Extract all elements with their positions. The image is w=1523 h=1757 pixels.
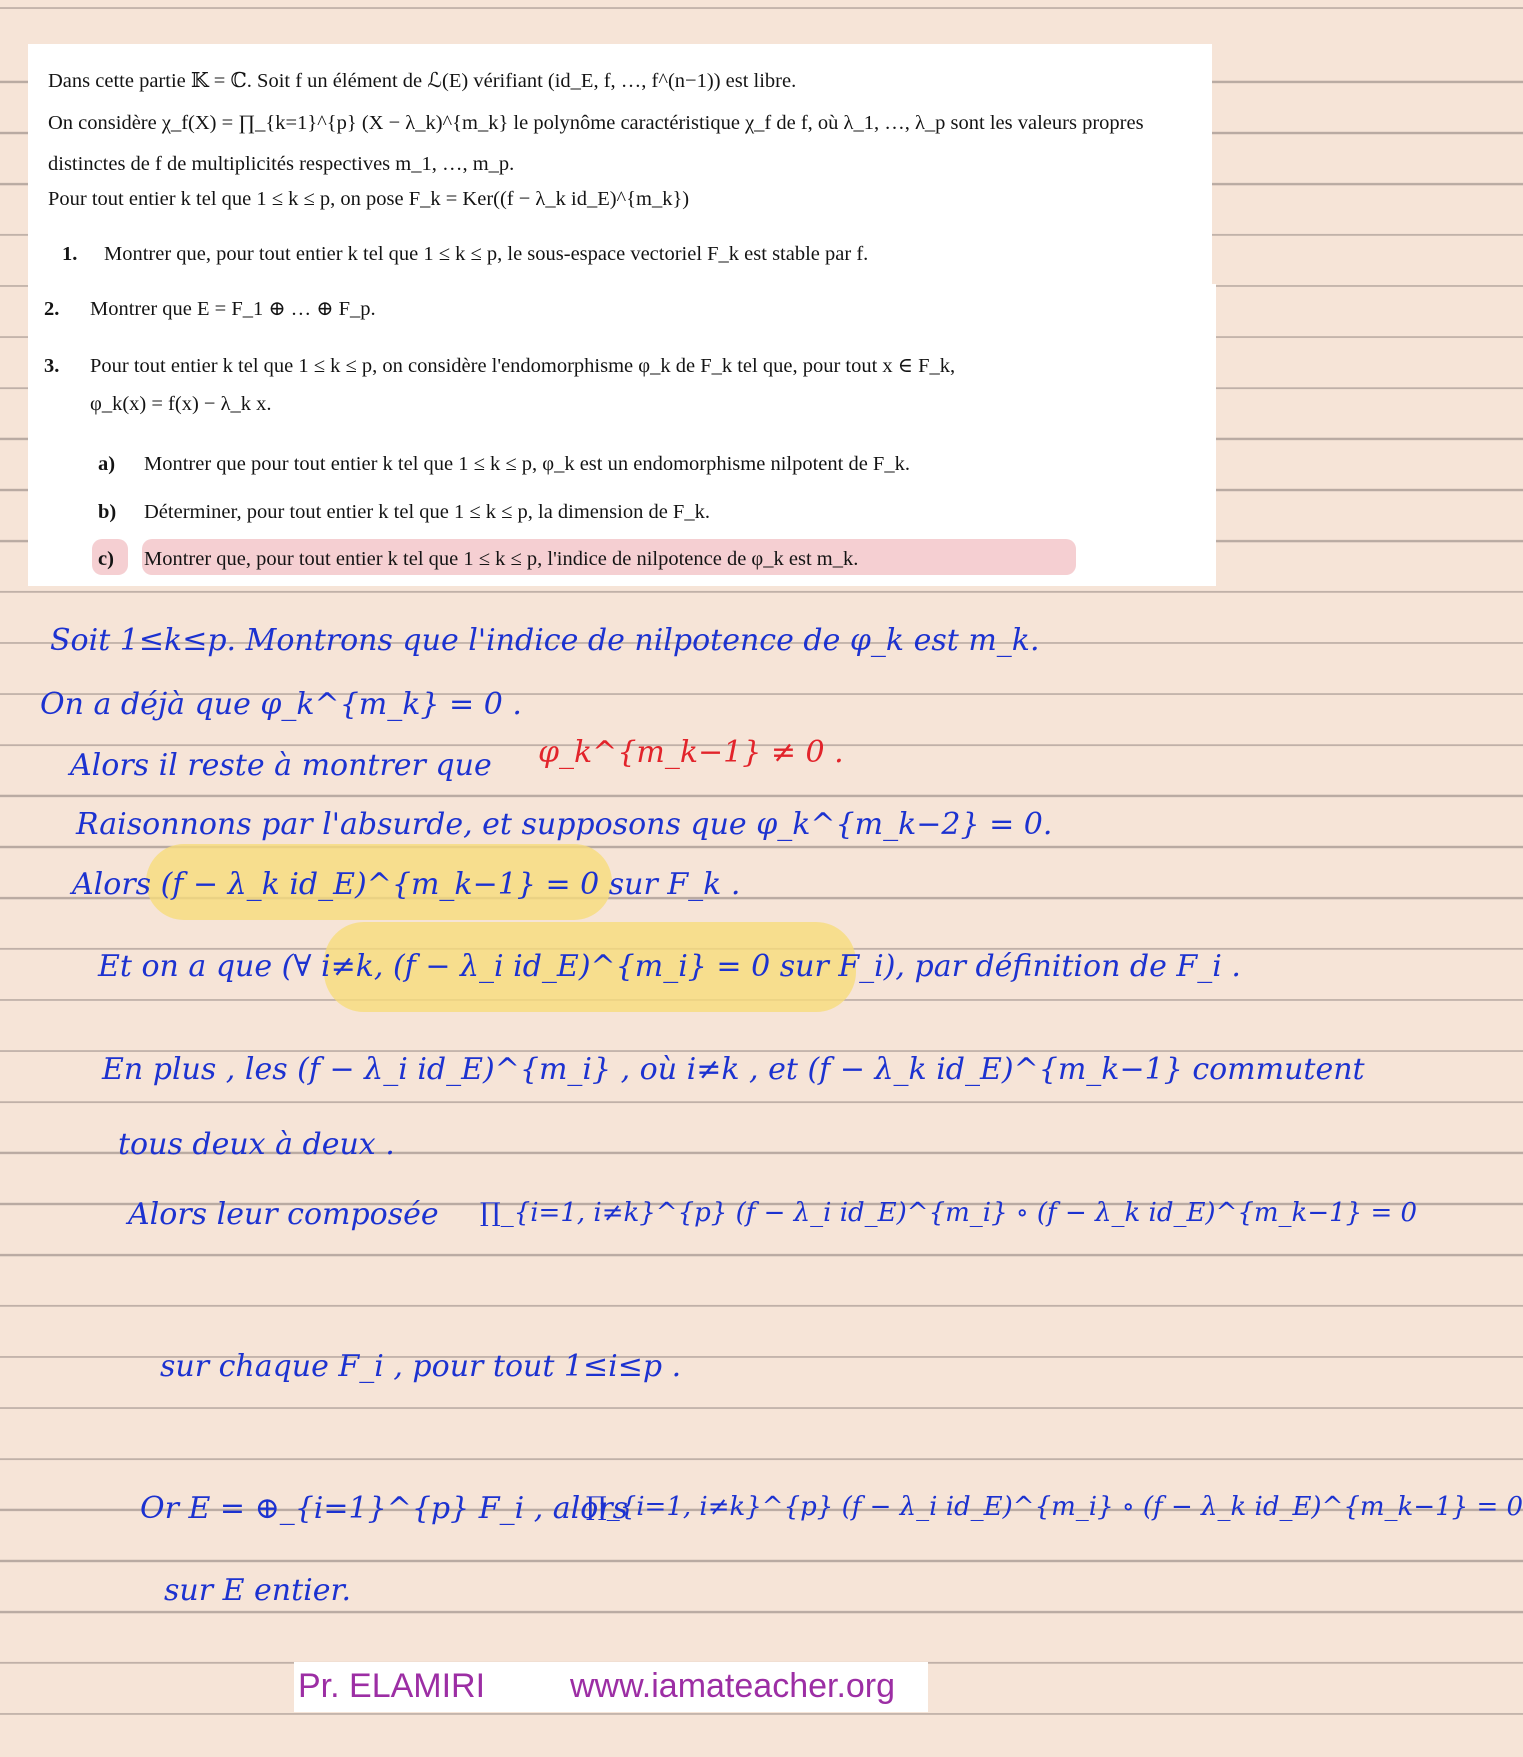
author-name: Pr. ELAMIRI: [298, 1667, 486, 1705]
question-3c-label: c): [98, 548, 114, 570]
question-3-text-line-1: Pour tout entier k tel que 1 ≤ k ≤ p, on considère l'endomorphisme φ_k de F_k tel que, pour tout x ∈ F_k,: [90, 355, 956, 377]
question-3b-text: Déterminer, pour tout entier k tel que 1 ≤ k ≤ p, la dimension de F_k.: [144, 501, 710, 523]
handwriting-line-7: En plus , les (f − λ_i id_E)^{m_i} , où i≠k , et (f − λ_k id_E)^{m_k−1} commutent: [102, 1052, 1365, 1087]
question-3-number: 3.: [44, 355, 60, 377]
handwriting-line-8: tous deux à deux .: [118, 1127, 395, 1162]
footer-banner: [294, 1662, 928, 1712]
intro-line-4: Pour tout entier k tel que 1 ≤ k ≤ p, on pose F_k = Ker((f − λ_k id_E)^{m_k}): [48, 188, 690, 210]
handwriting-line-12: sur E entier.: [164, 1573, 352, 1608]
question-3-text-line-2: φ_k(x) = f(x) − λ_k x.: [90, 393, 272, 415]
intro-line-1: Dans cette partie 𝕂 = ℂ. Soit f un élément de ℒ(E) vérifiant (id_E, f, …, f^(n−1)) est libre.: [48, 70, 797, 92]
handwriting-line-1: Soit 1≤k≤p. Montrons que l'indice de nilpotence de φ_k est m_k.: [50, 623, 1040, 658]
handwriting-line-9: Alors leur composée: [128, 1197, 439, 1232]
handwriting-product-1: ∏_{i=1, i≠k}^{p} (f − λ_i id_E)^{m_i} ∘ (f − λ_k id_E)^{m_k−1} = 0: [480, 1198, 1418, 1228]
handwriting-line-2: On a déjà que φ_k^{m_k} = 0 .: [40, 687, 522, 722]
handwriting-line-10: sur chaque F_i , pour tout 1≤i≤p .: [160, 1349, 682, 1384]
intro-line-3: distinctes de f de multiplicités respectives m_1, …, m_p.: [48, 153, 515, 175]
handwriting-line-11: Or E = ⊕_{i=1}^{p} F_i , alors: [140, 1491, 629, 1526]
handwriting-line-5: Alors (f − λ_k id_E)^{m_k−1} = 0 sur F_k .: [72, 867, 741, 902]
question-3a-text: Montrer que pour tout entier k tel que 1 ≤ k ≤ p, φ_k est un endomorphisme nilpotent de F_k.: [144, 453, 910, 475]
exercise-card-bottom: [28, 284, 1216, 586]
website-link[interactable]: www.iamateacher.org: [570, 1667, 896, 1705]
question-3c-text: Montrer que, pour tout entier k tel que 1 ≤ k ≤ p, l'indice de nilpotence de φ_k est m_k.: [144, 548, 859, 570]
handwriting-product-2: ∏_{i=1, i≠k}^{p} (f − λ_i id_E)^{m_i} ∘ (f − λ_k id_E)^{m_k−1} = 0: [586, 1492, 1523, 1522]
handwriting-line-4: Raisonnons par l'absurde, et supposons que φ_k^{m_k−2} = 0.: [76, 807, 1053, 842]
question-1-number: 1.: [62, 243, 78, 265]
question-3a-label: a): [98, 453, 116, 475]
handwriting-line-3b: φ_k^{m_k−1} ≠ 0 .: [538, 735, 844, 770]
question-1-text: Montrer que, pour tout entier k tel que 1 ≤ k ≤ p, le sous-espace vectoriel F_k est stable par f.: [104, 243, 869, 265]
question-3b-label: b): [98, 501, 117, 523]
question-2-text: Montrer que E = F_1 ⊕ … ⊕ F_p.: [90, 298, 376, 320]
handwriting-line-6: Et on a que (∀ i≠k, (f − λ_i id_E)^{m_i} = 0 sur F_i), par définition de F_i .: [98, 949, 1241, 984]
intro-line-2: On considère χ_f(X) = ∏_{k=1}^{p} (X − λ_k)^{m_k} le polynôme caractéristique χ_f de f, où λ_1, …, λ_p sont les valeurs propres: [48, 112, 1144, 134]
handwriting-line-3a: Alors il reste à montrer que: [70, 748, 492, 783]
question-2-number: 2.: [44, 298, 60, 320]
exercise-card-top: [28, 44, 1212, 288]
